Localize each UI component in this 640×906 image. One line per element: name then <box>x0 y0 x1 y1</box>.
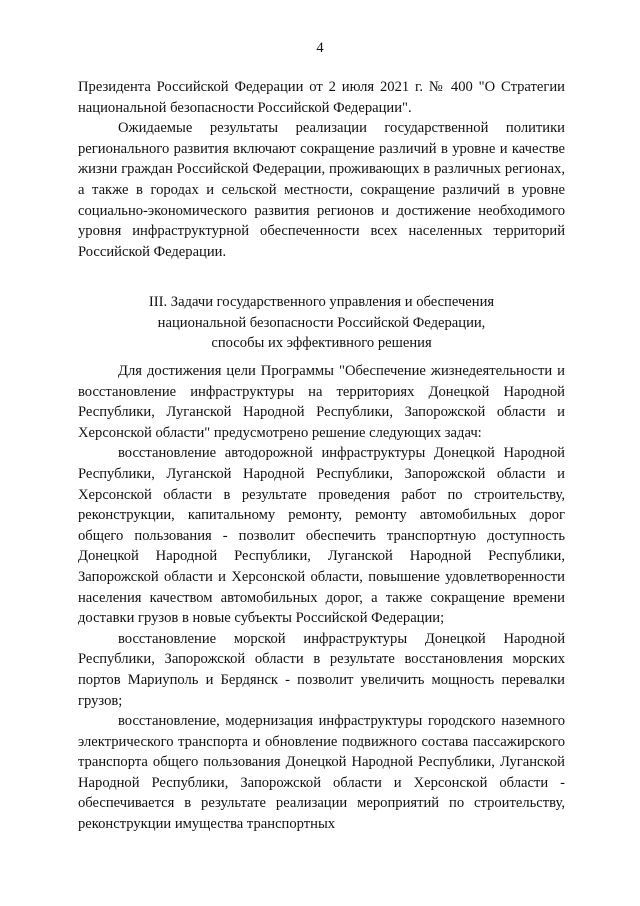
section-heading-line-1: III. Задачи государственного управления и обеспечения <box>148 294 495 310</box>
expected-results-paragraph: Ожидаемые результаты реализации государственной политики регионального развития включают сокращение различий в уровне и качестве жизни граждан Российской Федерации, проживающих в различных регионах, а также в городах и сельской местности, сокращение различий в уровне социально-экономического развития регионов и достижение необходимого уровня инфраструктурной обеспеченности всех населенных территорий Российской Федерации. <box>78 120 565 260</box>
task-electric-transport: восстановление, модернизация инфраструктуры городского наземного электрического транспорта и обновление подвижного состава пассажирского транспорта общего пользования Донецкой Народной Республики, Луганской Народной Республики, Запорожской области и Херсонской области - обеспечивается в результате реализации мероприятий по строительству, реконструкции имущества транспортных <box>78 713 565 833</box>
section-heading-line-2: национальной безопасности Российской Федерации, <box>157 314 486 331</box>
task-road-infrastructure: восстановление автодорожной инфраструктуры Донецкой Народной Республики, Луганской Народной Республики, Запорожской области и Херсонской области в результате проведения работ по строительству, реконструкции, капитальному ремонту, ремонту автомобильных дорог общего пользования - позволит обеспечить транспортную доступность Донецкой Народной Республики, Луганской Народной Республики, Запорожской области и Херсонской области, повышение удовлетворенности населения качеством автомобильных дорог, а также сокращение времени доставки грузов в новые субъекты Российской Федерации; <box>78 445 565 627</box>
text-block-top <box>78 77 565 262</box>
section-heading <box>78 292 565 354</box>
section-heading-line-3: способы их эффективного решения <box>211 335 432 352</box>
program-goal-paragraph: Для достижения цели Программы "Обеспечение жизнедеятельности и восстановление инфраструктуры на территориях Донецкой Народной Республики, Луганской Народной Республики, Запорожской области и Херсонской области" предусмотрено решение следующих задач: <box>78 363 565 441</box>
text-block-tasks <box>78 361 565 835</box>
task-sea-infrastructure: восстановление морской инфраструктуры Донецкой Народной Республики, Запорожской области в результате восстановления морских портов Мариуполь и Бердянск - позволит увеличить мощность перевалки грузов; <box>78 630 565 709</box>
intro-paragraph: Президента Российской Федерации от 2 июля 2021 г. № 400 "О Стратегии национальной безопасности Российской Федерации". <box>78 79 565 116</box>
page-number: 4 <box>316 40 324 56</box>
